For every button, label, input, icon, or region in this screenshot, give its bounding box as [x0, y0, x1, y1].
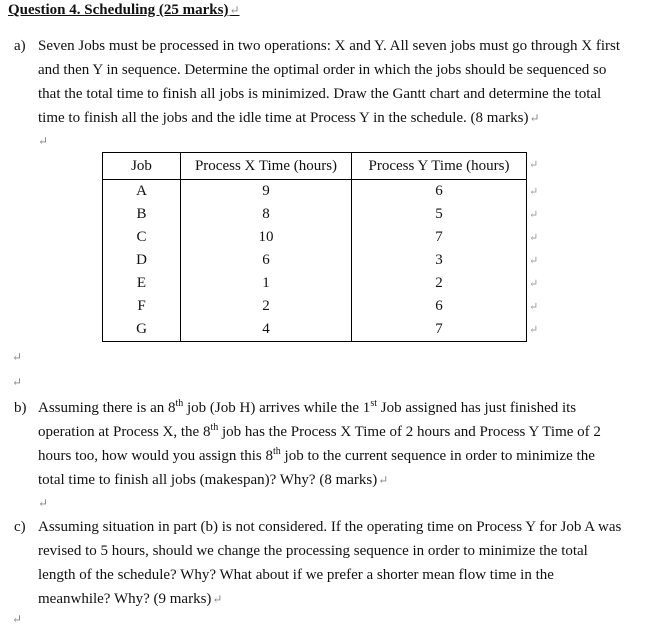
- cell-y: 2: [352, 272, 527, 295]
- superscript: st: [370, 398, 377, 409]
- table-row: [103, 249, 527, 272]
- part-a-label: a): [14, 38, 26, 54]
- row-mark: ↵: [529, 278, 539, 290]
- paragraph-mark: ↵: [378, 473, 389, 487]
- part-b-text: job to the current sequence in order to minimize the total time to finish all jobs (makespan)? Why? (8 marks): [38, 448, 595, 488]
- table-row: [103, 203, 527, 226]
- part-b: [14, 396, 624, 492]
- paragraph-mark: ↵: [12, 350, 23, 364]
- cell-job: E: [103, 272, 181, 295]
- cell-y: 6: [352, 295, 527, 318]
- table-header-row: [103, 153, 527, 180]
- cell-job: C: [103, 226, 181, 249]
- header-process-x: Process X Time (hours): [181, 153, 352, 180]
- cell-job: D: [103, 249, 181, 272]
- row-mark: ↵: [529, 255, 539, 267]
- row-mark: ↵: [529, 301, 539, 313]
- cell-x: 9: [181, 180, 352, 204]
- cell-y: 5: [352, 203, 527, 226]
- row-mark: ↵: [529, 186, 539, 198]
- cell-job: F: [103, 295, 181, 318]
- part-b-text: job (Job H) arrives while the 1: [183, 400, 371, 416]
- cell-y: 7: [352, 226, 527, 249]
- paragraph-mark: ↵: [229, 3, 240, 17]
- part-c-label: c): [14, 519, 26, 535]
- job-times-table: [102, 152, 527, 342]
- part-b-text: job has the Process X Time of 2 hours and Process Y Time of 2 hours too, how would you assign this 8: [38, 424, 601, 464]
- question-title: Question 4. Scheduling (25 marks)↵: [8, 2, 240, 18]
- table-row: [103, 180, 527, 204]
- row-mark: ↵: [529, 209, 539, 221]
- part-c: [14, 515, 624, 611]
- cell-job: G: [103, 318, 181, 342]
- row-mark: ↵: [529, 324, 539, 336]
- paragraph-mark: ↵: [12, 375, 23, 389]
- header-job: Job: [103, 153, 181, 180]
- header-process-y: Process Y Time (hours): [352, 153, 527, 180]
- row-mark: ↵: [529, 232, 539, 244]
- cell-job: A: [103, 180, 181, 204]
- part-b-text: Job assigned has just finished its operation at Process X, the 8: [38, 400, 577, 440]
- part-a: [14, 34, 624, 130]
- cell-y: 6: [352, 180, 527, 204]
- table-row: [103, 318, 527, 342]
- part-a-text: Seven Jobs must be processed in two operations: X and Y. All seven jobs must go through X first and then Y in sequence. Determine the optimal order in which the jobs should be sequenced so that the total time to finish all jobs is minimized. Draw the Gantt chart and determine the total time to finish all the jobs and the idle time at Process Y in the schedule. (8 marks): [38, 38, 621, 126]
- cell-job: B: [103, 203, 181, 226]
- table-row: [103, 226, 527, 249]
- cell-x: 8: [181, 203, 352, 226]
- cell-y: 7: [352, 318, 527, 342]
- part-c-text: Assuming situation in part (b) is not considered. If the operating time on Process Y for Job A was revised to 5 hours, should we change the processing sequence in order to minimize the total length of the schedule? Why? What about if we prefer a shorter mean flow time in the meanwhile? Why? (9 marks): [38, 519, 622, 607]
- paragraph-mark: ↵: [38, 496, 49, 510]
- paragraph-mark: ↵: [12, 612, 23, 626]
- table-row: [103, 295, 527, 318]
- superscript: th: [210, 422, 219, 433]
- cell-x: 4: [181, 318, 352, 342]
- paragraph-mark: ↵: [212, 592, 223, 606]
- part-b-label: b): [14, 400, 27, 416]
- cell-x: 10: [181, 226, 352, 249]
- cell-x: 1: [181, 272, 352, 295]
- paragraph-mark: ↵: [529, 111, 540, 125]
- superscript: th: [273, 446, 281, 457]
- cell-y: 3: [352, 249, 527, 272]
- cell-x: 2: [181, 295, 352, 318]
- row-mark: ↵: [529, 159, 539, 171]
- paragraph-mark: ↵: [38, 134, 49, 148]
- table-row: [103, 272, 527, 295]
- cell-x: 6: [181, 249, 352, 272]
- superscript: th: [175, 398, 184, 409]
- part-b-text: Assuming there is an 8: [38, 400, 176, 416]
